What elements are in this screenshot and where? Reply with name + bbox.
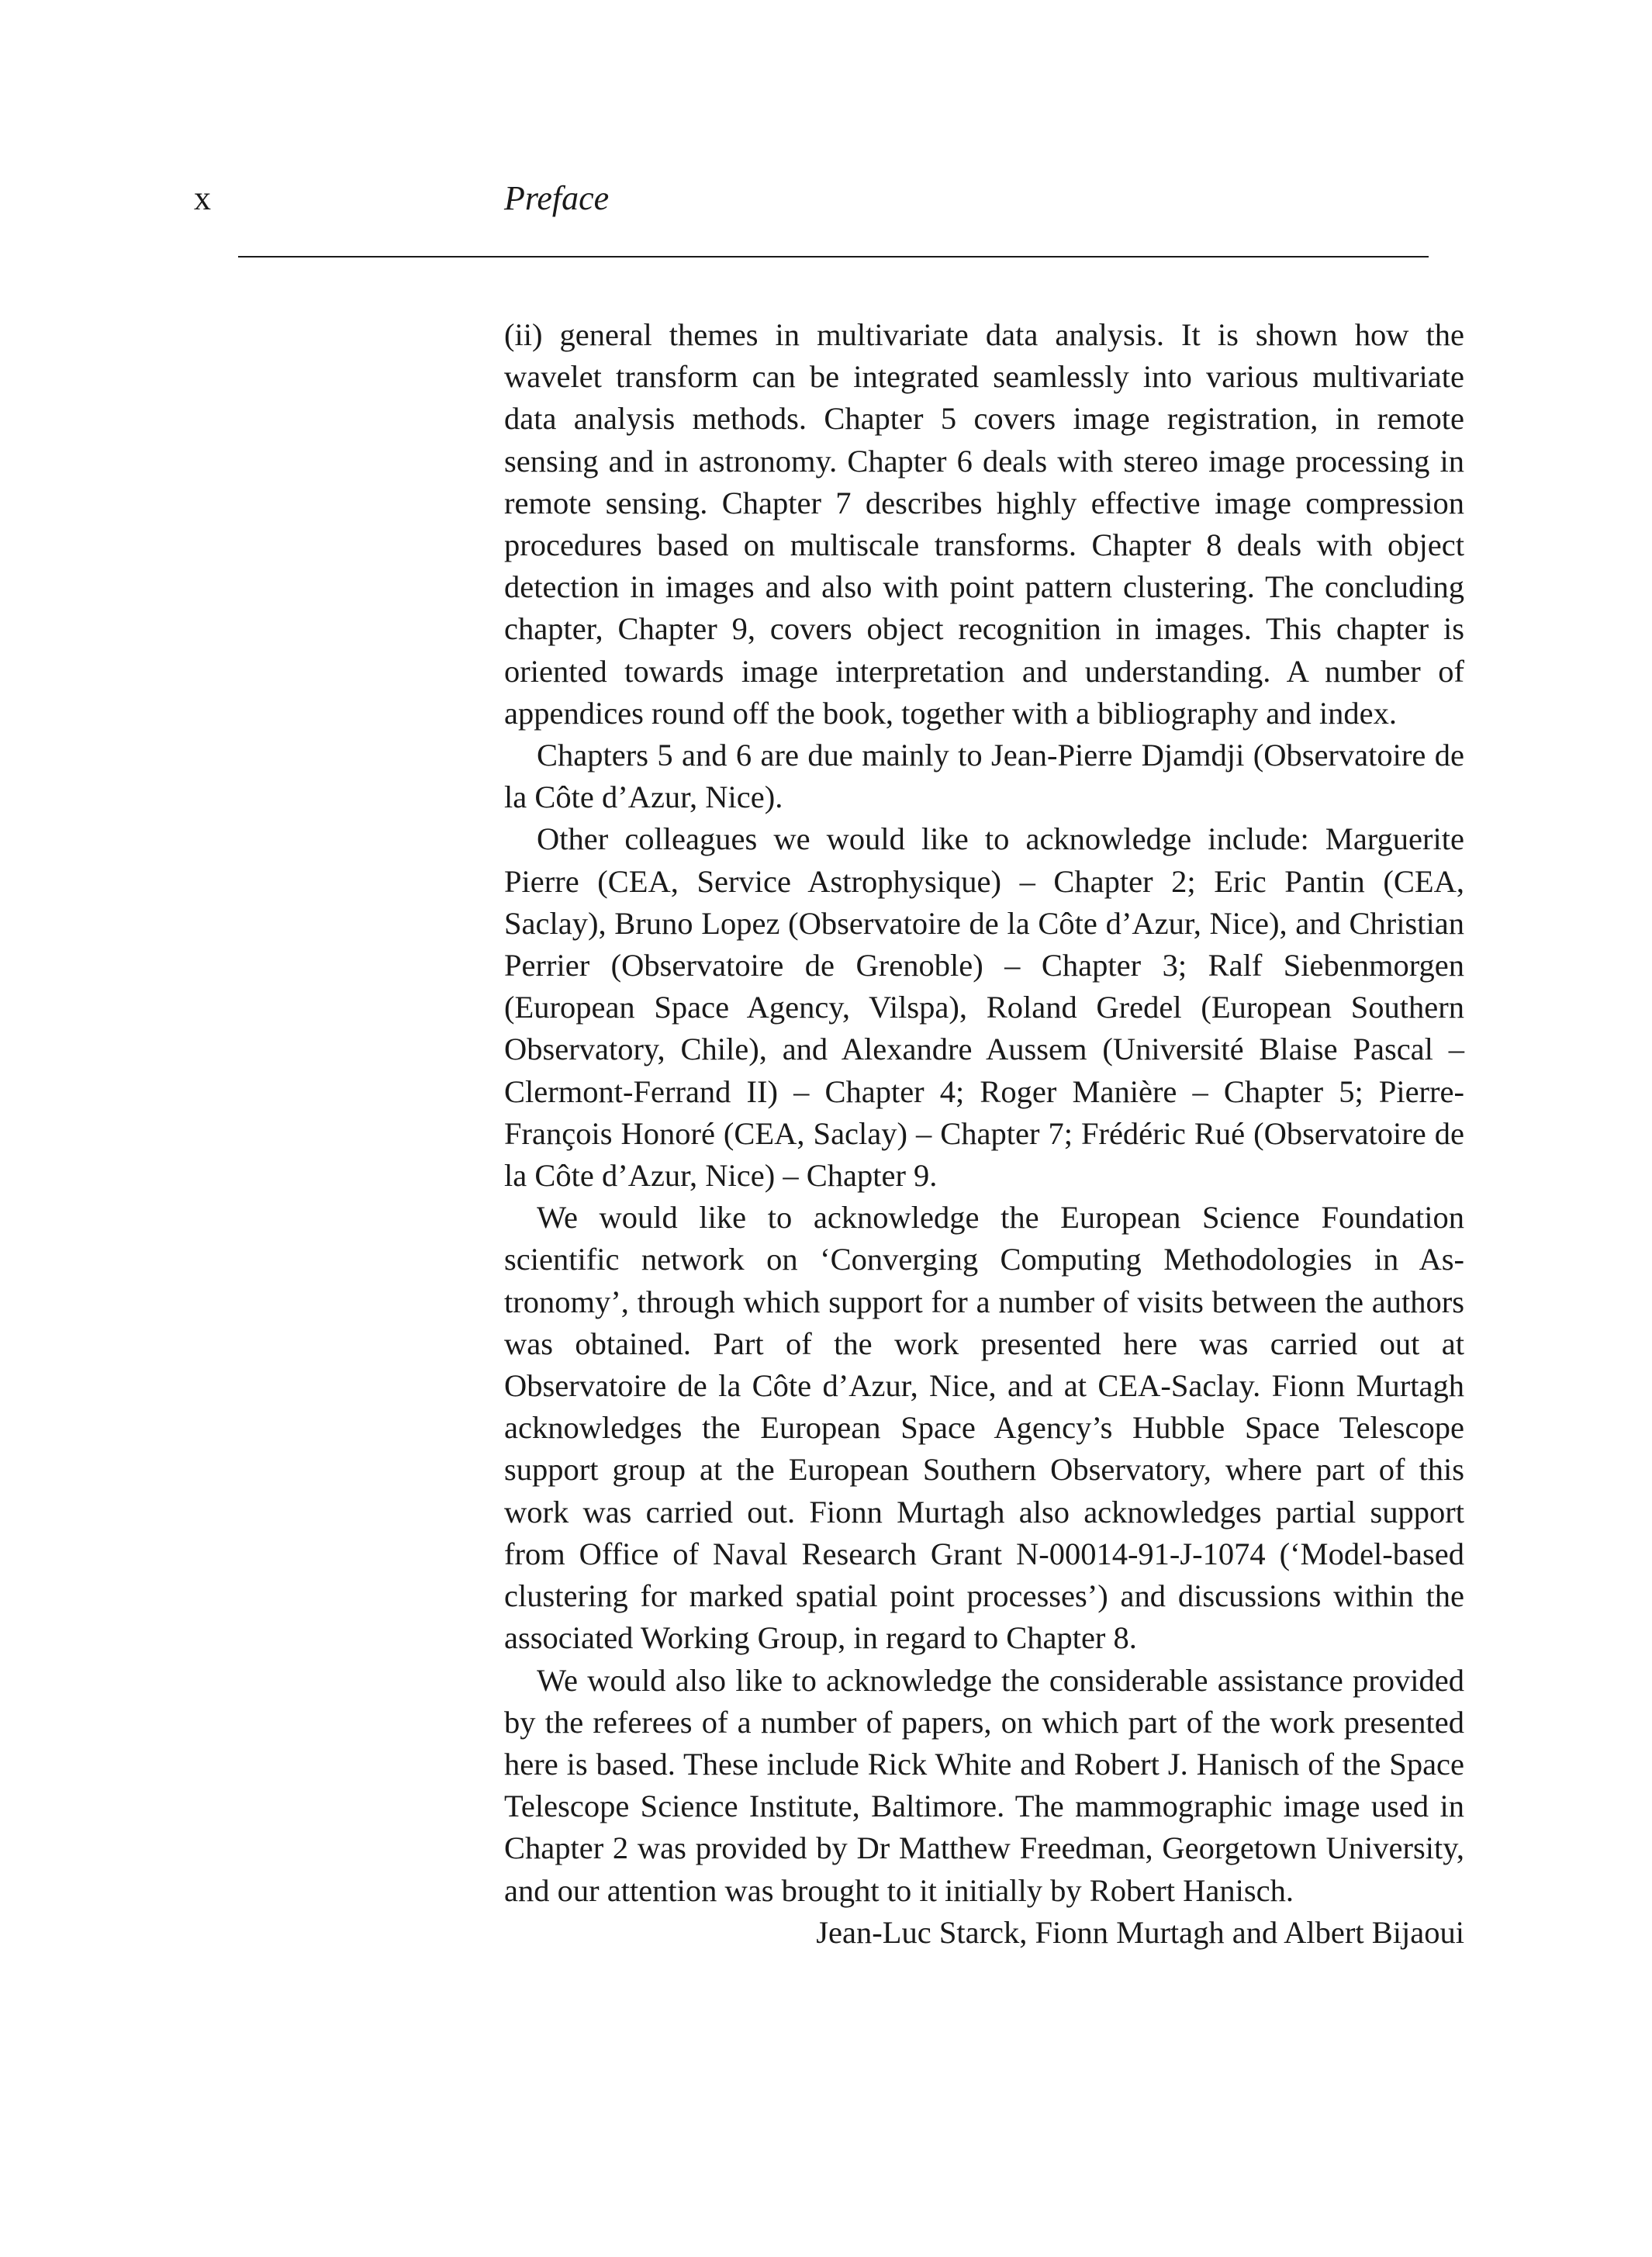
author-signature: Jean-Luc Starck, Fionn Murtagh and Albert Bijaoui — [816, 1914, 1464, 1950]
paragraph-djamdji: Chapters 5 and 6 are due mainly to Jean-Pierre Djamdji (Observatoire de la Côte d’Azur, Nice). — [504, 738, 1464, 815]
page-number: x — [194, 179, 211, 217]
paragraph-referees: We would also like to acknowledge the considerable assistance provided by the referees of a number of papers, on which part of the work presented here is based. These include Rick White and Robert J. Hanisch of the Space Telescope Science Institute, Baltimore. The mammographic image used in Chapter 2 was provided by Dr Matthew Freedman, Georgetown University, and our attention was brought to it initially by Robert Hanisch. — [504, 1662, 1464, 1908]
running-title: Preface — [504, 179, 610, 217]
paragraph-themes: (ii) general themes in multivariate data analysis. It is shown how the wavelet transform can be integrated seamlessly into various multivariate data analysis methods. Chapter 5 covers image registration, in remote sensing and in astronomy. Chapter 6 deals with stereo image processing in remote sensing. Chapter 7 describes highly effective image compression procedures based on multiscale transforms. Chapter 8 deals with object detection in images and also with point pattern clustering. The concluding chapter, Chapter 9, covers object recognition in images. This chapter is oriented towards image interpretation and understanding. A number of appendices round off the book, together with a bibliography and index. — [504, 317, 1464, 731]
header-rule — [238, 256, 1429, 257]
paragraph-colleagues: Other colleagues we would like to acknowledge include: Marguerite Pierre (CEA, Service Astrophysique) – Chapter 2; Eric Pantin (CEA, Saclay), Bruno Lopez (Observatoire de la Côte d’Azur, Nice), and Christian Perrier (Observatoire de Grenoble) – Chapter 3; Ralf Siebenmorgen (European Space Agency, Vilspa), Roland Gredel (European Southern Observatory, Chile), and Alexandre Aussem (Université Blaise Pascal – Clermont-Ferrand II) – Chapter 4; Roger Manière – Chapter 5; Pierre-François Honoré (CEA, Saclay) – Chapter 7; Frédéric Rué (Observatoire de la Côte d’Azur, Nice) – Chapter 9. — [504, 821, 1464, 1194]
paragraph-esf-acknowledgement: We would like to acknowledge the European Science Foundation scientific network on ‘Converging Computing Methodologies in Astronomy’, through which support for a number of visits between the authors was obtained. Part of the work presented here was carried out at Observatoire de la Côte d’Azur, Nice, and at CEA-Saclay. Fionn Murtagh acknowledges the European Space Agency’s Hubble Space Telescope support group at the European Southern Observatory, where part of this work was carried out. Fionn Murtagh also acknowledges partial support from Office of Naval Research Grant N-00014-91-J-1074 (‘Model-based clustering for marked spatial point processes’) and discussions within the associated Working Group, in regard to Chapter 8. — [504, 1200, 1464, 1656]
running-head — [194, 175, 1427, 222]
preface-body — [504, 314, 1464, 1954]
